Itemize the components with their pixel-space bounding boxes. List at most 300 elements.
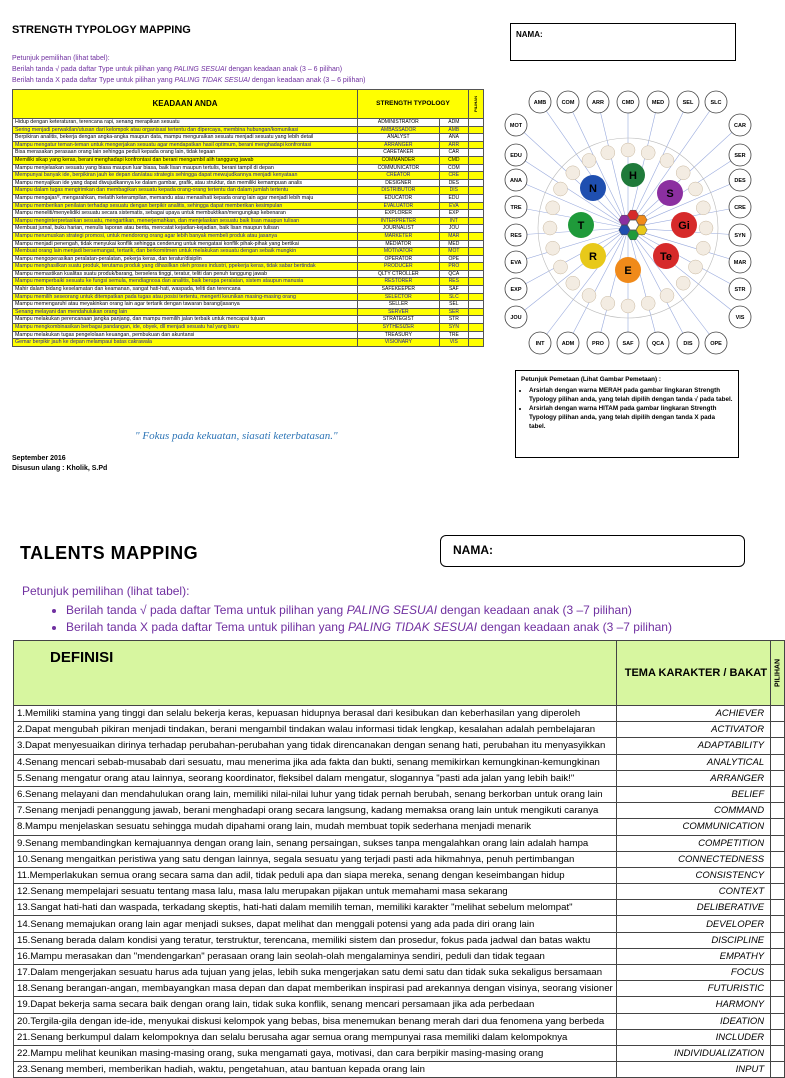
talent-theme: DEVELOPER	[616, 916, 770, 932]
typology-name: ADMINISTRATOR	[358, 119, 440, 127]
talent-row	[14, 1062, 785, 1078]
typology-row	[13, 308, 484, 316]
typology-row	[13, 316, 484, 324]
typology-description: Mampu melakukan perencanaan jangka panjang, dan mampu memilih jalan terbaik untuk mencapai tujuan	[13, 316, 358, 324]
diagram-illustration	[546, 201, 560, 215]
talent-theme: ACTIVATOR	[616, 722, 770, 738]
talent-theme: ACHIEVER	[616, 706, 770, 722]
talent-theme: DELIBERATIVE	[616, 900, 770, 916]
typology-choice-cell[interactable]	[469, 172, 484, 180]
talent-theme: EMPATHY	[616, 948, 770, 964]
typology-description: Senang melayani dan mendahulukan orang lain	[13, 308, 358, 316]
diagram-cluster-letter: S	[666, 188, 674, 200]
talent-row	[14, 916, 785, 932]
talent-definition: 13.Sangat hati-hati dan waspada, terkadang skeptis, hati-hati dalam memilih teman, memiliki karakter "melihat sebelum melompat"	[14, 900, 617, 916]
typology-row	[13, 278, 484, 286]
talent-definition: 14.Senang memajukan orang lain agar menjadi sukses, dapat melihat dan menggali potensi yang ada pada diri orang lain	[14, 916, 617, 932]
talent-theme: ADAPTABILITY	[616, 738, 770, 754]
typology-description: Mampu memperbaiki sesuatu ke fungsi semula, mendiagnosa dan analitis, baik berupa peralatan, sistem ataupun manusia	[13, 278, 358, 286]
talent-choice-cell[interactable]	[771, 722, 785, 738]
typology-choice-cell[interactable]	[469, 126, 484, 134]
column-header-definisi: DEFINISI	[14, 641, 617, 706]
diagram-typology-label: QCA	[651, 341, 665, 347]
nama-label-top: NAMA:	[516, 30, 543, 39]
typology-abbreviation: EVA	[439, 202, 468, 210]
typology-choice-cell[interactable]	[469, 331, 484, 339]
typology-name: QLTY CTROLLER	[358, 270, 440, 278]
talent-choice-cell[interactable]	[771, 965, 785, 981]
typology-name: ARRANGER	[358, 141, 440, 149]
typology-choice-cell[interactable]	[469, 324, 484, 332]
diagram-typology-label: SEL	[682, 100, 694, 106]
diagram-typology-label: EVA	[510, 260, 522, 266]
talents-mapping-table	[13, 640, 785, 1078]
typology-description: Mampu dalam tugas mengirimkan dan membagikan sesuatu kepada orang-orang tertentu dan dalam jumlah tertentu	[13, 187, 358, 195]
typology-abbreviation: MED	[439, 240, 468, 248]
talent-definition: 8.Mampu menjelaskan sesuatu sehingga mudah dipahami orang lain, mudah membuat topik sederhana menjadi menarik	[14, 819, 617, 835]
typology-abbreviation: DIS	[439, 187, 468, 195]
typology-name: CREATOR	[358, 172, 440, 180]
typology-description: Mampu menjadi penengah, tidak menyukai konflik sehingga cenderung untuk mengatasi konflik pihak-pihak yang bertikai	[13, 240, 358, 248]
strength-typology-table	[12, 89, 484, 347]
talent-choice-cell[interactable]	[771, 819, 785, 835]
talent-choice-cell[interactable]	[771, 803, 785, 819]
diagram-cluster-letter: T	[577, 220, 585, 232]
typology-row	[13, 126, 484, 134]
diagram-typology-label: CMD	[621, 100, 635, 106]
diagram-illustration	[696, 201, 710, 215]
typology-row	[13, 339, 484, 347]
talent-definition: 16.Mampu merasakan dan "mendengarkan" perasaan orang lain seolah-olah mengalaminya sendiri, peduli dan tidak tegaan	[14, 948, 617, 964]
bottom-instructions	[22, 583, 762, 636]
top-instructions-heading: Petunjuk pemilihan (lihat tabel):	[12, 55, 110, 62]
talent-definition: 23.Senang memberi, memberikan hadiah, waktu, pengetahuan, atau bantuan kepada orang lain	[14, 1062, 617, 1078]
diagram-connector	[628, 228, 658, 343]
typology-description: Mampu memastikan kualitas suatu produk/barang, berselera tinggi, teratur, teliti dan penuh tanggung jawab	[13, 270, 358, 278]
talent-choice-cell[interactable]	[771, 916, 785, 932]
typology-name: MARKETER	[358, 232, 440, 240]
talent-theme: COMMUNICATION	[616, 819, 770, 835]
typology-row	[13, 248, 484, 256]
talent-theme: ANALYTICAL	[616, 754, 770, 770]
talent-definition: 17.Dalam mengerjakan sesuatu harus ada tujuan yang jelas, lebih suka mengerjakan satu demi satu dan tidak suka sekaligus bersamaan	[14, 965, 617, 981]
diagram-typology-label: AMB	[533, 100, 547, 106]
talent-choice-cell[interactable]	[771, 948, 785, 964]
typology-name: SELLER	[358, 301, 440, 309]
mapping-instruction-black: • Arsirlah dengan warna HITAM pada gambar lingkaran Strength Typology pilihan anda, yang telah dipilih dengan tanda X pada tabel.	[529, 404, 733, 431]
typology-name: SAFEKEEPER	[358, 286, 440, 294]
talent-theme: IDEATION	[616, 1013, 770, 1029]
document-author: Disusun ulang : Kholik, S.Pd	[12, 465, 108, 472]
diagram-typology-label: COM	[561, 100, 575, 106]
typology-choice-cell[interactable]	[469, 202, 484, 210]
diagram-cluster-letter: R	[589, 251, 597, 263]
talent-row	[14, 722, 785, 738]
talent-choice-cell[interactable]	[771, 706, 785, 722]
typology-abbreviation: OPE	[439, 255, 468, 263]
typology-choice-cell[interactable]	[469, 119, 484, 127]
talent-definition: 1.Memiliki stamina yang tinggi dan selalu bekerja keras, kepuasan hidupnya berasal dari kesibukan dan keberhasilan yang diperoleh	[14, 706, 617, 722]
talent-row	[14, 819, 785, 835]
talent-row	[14, 965, 785, 981]
strength-typology-diagram	[500, 88, 756, 363]
talent-definition: 21.Senang berkumpul dalam kelompoknya dan selalu berusaha agar semua orang mempunyai rasa memiliki dalam kelompoknya	[14, 1029, 617, 1045]
diagram-illustration	[601, 296, 615, 310]
diagram-illustration	[689, 260, 703, 274]
diagram-center-hexagon	[628, 210, 639, 220]
typology-row	[13, 293, 484, 301]
talent-choice-cell[interactable]	[771, 884, 785, 900]
talents-mapping-title: TALENTS MAPPING	[20, 543, 199, 563]
diagram-typology-label: ADM	[561, 341, 575, 347]
diagram-connector	[568, 102, 628, 228]
diagram-typology-label: EXP	[510, 287, 522, 293]
typology-choice-cell[interactable]	[469, 316, 484, 324]
talent-row	[14, 981, 785, 997]
talent-row	[14, 1029, 785, 1045]
column-header-pilihan-bottom: PILIHAN	[771, 641, 785, 706]
talent-choice-cell[interactable]	[771, 738, 785, 754]
diagram-illustration	[660, 154, 674, 168]
diagram-illustration	[582, 289, 596, 303]
talent-row	[14, 884, 785, 900]
talents-table-container	[13, 640, 782, 1076]
typology-choice-cell[interactable]	[469, 187, 484, 195]
typology-row	[13, 156, 484, 164]
typology-row	[13, 149, 484, 157]
typology-name: TREASURY	[358, 331, 440, 339]
talent-choice-cell[interactable]	[771, 1045, 785, 1061]
typology-description: Mampu memilih seseorang untuk ditempatkan pada tugas atau posisi tertentu, mengerti keunikan masing-masing orang	[13, 293, 358, 301]
diagram-typology-label: TRE	[510, 205, 522, 211]
typology-choice-cell[interactable]	[469, 293, 484, 301]
typology-choice-cell[interactable]	[469, 232, 484, 240]
typology-name: DISTRIBUTOR	[358, 187, 440, 195]
typology-choice-cell[interactable]	[469, 164, 484, 172]
diagram-typology-label: STR	[734, 287, 746, 293]
diagram-illustration	[621, 143, 635, 157]
nama-label-bottom: NAMA:	[453, 543, 493, 557]
talent-definition: 11.Memperlakukan semua orang secara sama dan adil, tidak peduli apa dan siapa mereka, senang dengan keseimbangan hidup	[14, 867, 617, 883]
typology-choice-cell[interactable]	[469, 210, 484, 218]
top-instructions-line1: Berilah tanda √ pada daftar Type untuk pilihan yang PALING SESUAI dengan keadaan anak (3 – 6 pilihan)	[12, 66, 343, 73]
typology-abbreviation: ANA	[439, 134, 468, 142]
typology-description: Membuat orang lain menjadi bersemangat, tertarik, dan berkomitmen untuk melakukan sesuatu dengan sebaik mungkin	[13, 248, 358, 256]
typology-description: Gemar berpikir jauh ke depan melampaui batas cakrawala	[13, 339, 358, 347]
talent-choice-cell[interactable]	[771, 1029, 785, 1045]
talent-row	[14, 835, 785, 851]
typology-choice-cell[interactable]	[469, 278, 484, 286]
talent-row	[14, 867, 785, 883]
diagram-typology-label: RES	[510, 233, 522, 239]
typology-abbreviation: RES	[439, 278, 468, 286]
talent-theme: DISCIPLINE	[616, 932, 770, 948]
talent-row	[14, 932, 785, 948]
diagram-illustration	[554, 182, 568, 196]
typology-description: Mampu menghasilkan suatu produk, terutama produk yang dihasilkan oleh proses industri, ppekerja keras, tidak sabar bertindak	[13, 263, 358, 271]
strength-typology-title: STRENGTH TYPOLOGY MAPPING	[12, 24, 191, 36]
talent-choice-cell[interactable]	[771, 1013, 785, 1029]
typology-row	[13, 164, 484, 172]
typology-row	[13, 270, 484, 278]
talent-definition: 6.Senang melayani dan mendahulukan orang lain, memiliki nilai-nilai luhur yang tidak pernah berubah, senang berkorban untuk orang lain	[14, 786, 617, 802]
talent-theme: FUTURISTIC	[616, 981, 770, 997]
typology-name: ANALYST	[358, 134, 440, 142]
diagram-typology-label: JOU	[510, 315, 522, 321]
typology-row	[13, 263, 484, 271]
typology-description: Membuat jurnal, buku harian, menulis laporan atau berita, mencatat kejadian-kejadian, baik lisan maupun tulisan	[13, 225, 358, 233]
typology-description: Mampu mengajar/², mengarahkan, melatih keterampilan, memandu atau menasihati kepada orang lain agar menjadi lebih maju	[13, 194, 358, 202]
typology-name: RESTORER	[358, 278, 440, 286]
talent-definition: 3.Dapat menyesuaikan dirinya terhadap perubahan-perubahan yang tidak direncanakan dengan senang hati, perubahan itu menyasyikkan	[14, 738, 617, 754]
talent-choice-cell[interactable]	[771, 900, 785, 916]
typology-row	[13, 141, 484, 149]
diagram-illustration	[621, 299, 635, 313]
nama-field-top[interactable]	[510, 23, 736, 61]
typology-choice-cell[interactable]	[469, 255, 484, 263]
typology-name: EDUCATOR	[358, 194, 440, 202]
diagram-illustration	[554, 260, 568, 274]
diagram-illustration	[676, 276, 690, 290]
talent-theme: ARRANGER	[616, 770, 770, 786]
typology-row	[13, 187, 484, 195]
typology-description: Mampu mengkombinasikan berbagai pandangan, ide, obyek, dll menjadi sesuatu hal yang baru	[13, 324, 358, 332]
column-header-typology: STRENGTH TYPOLOGY	[358, 90, 469, 119]
diagram-cluster-letter: E	[624, 265, 632, 277]
typology-abbreviation: SER	[439, 308, 468, 316]
typology-choice-cell[interactable]	[469, 301, 484, 309]
diagram-typology-label: MED	[651, 100, 665, 106]
typology-row	[13, 255, 484, 263]
diagram-illustration	[689, 182, 703, 196]
typology-choice-cell[interactable]	[469, 141, 484, 149]
typology-row	[13, 194, 484, 202]
diagram-typology-label: DIS	[683, 341, 693, 347]
typology-choice-cell[interactable]	[469, 286, 484, 294]
talent-theme: COMPETITION	[616, 835, 770, 851]
typology-abbreviation: JOU	[439, 225, 468, 233]
talent-choice-cell[interactable]	[771, 835, 785, 851]
diagram-cluster-letter: Gi	[678, 220, 690, 232]
diagram-illustration	[582, 154, 596, 168]
column-header-pilihan: PILIHAN	[469, 90, 484, 119]
talent-theme: INDIVIDUALIZATION	[616, 1045, 770, 1061]
typology-row	[13, 286, 484, 294]
talent-definition: 5.Senang mengatur orang atau lainnya, seorang koordinator, fleksibel dalam mengatur, slogannya "pasti ada jalan yang lebih baik!"	[14, 770, 617, 786]
typology-description: Mampu melakukan tugas pengelolaan keuangan, pembukuan dan akuntansi	[13, 331, 358, 339]
typology-abbreviation: SEL	[439, 301, 468, 309]
typology-row	[13, 202, 484, 210]
talent-choice-cell[interactable]	[771, 754, 785, 770]
talent-choice-cell[interactable]	[771, 932, 785, 948]
talent-choice-cell[interactable]	[771, 851, 785, 867]
diagram-typology-label: ARR	[592, 100, 604, 106]
typology-name: OPERATOR	[358, 255, 440, 263]
talent-theme: INPUT	[616, 1062, 770, 1078]
diagram-connector	[598, 102, 628, 228]
talent-row	[14, 770, 785, 786]
talent-theme: FOCUS	[616, 965, 770, 981]
typology-choice-cell[interactable]	[469, 270, 484, 278]
typology-description: Mampu memengaruhi atau meyakinkan orang lain agar tertarik dengan tawaran barang/jasanya	[13, 301, 358, 309]
typology-description: Mahir dalam bidang keselamatan dan keamanan, sangat hati-hati, waspada, teliti dan terencana	[13, 286, 358, 294]
typology-abbreviation: VIS	[439, 339, 468, 347]
typology-description: Sering menjadi perwakilan/utusan dari kelompok atau organisasi tertentu dan dipercaya, membina hubungan/komunikasi	[13, 126, 358, 134]
typology-row	[13, 210, 484, 218]
diagram-illustration	[641, 146, 655, 160]
typology-abbreviation: MAR	[439, 232, 468, 240]
typology-name: MEDIATOR	[358, 240, 440, 248]
typology-row	[13, 225, 484, 233]
talent-row	[14, 1045, 785, 1061]
typology-name: SYTHESIZER	[358, 324, 440, 332]
talent-theme: BELIEF	[616, 786, 770, 802]
typology-choice-cell[interactable]	[469, 134, 484, 142]
talent-row	[14, 851, 785, 867]
talent-theme: COMMAND	[616, 803, 770, 819]
diagram-typology-label: SER	[734, 153, 746, 159]
talent-row	[14, 900, 785, 916]
typology-abbreviation: ARR	[439, 141, 468, 149]
talent-definition: 7.Senang menjadi penanggung jawab, berani menghadapi orang secara langsung, kadang memaksa orang lain untuk mengikuti caranya	[14, 803, 617, 819]
typology-choice-cell[interactable]	[469, 156, 484, 164]
typology-name: STRATEGIST	[358, 316, 440, 324]
diagram-typology-label: ANA	[510, 178, 522, 184]
diagram-typology-label: DES	[734, 178, 746, 184]
typology-choice-cell[interactable]	[469, 263, 484, 271]
typology-abbreviation: COM	[439, 164, 468, 172]
typology-row	[13, 172, 484, 180]
typology-abbreviation: CMD	[439, 156, 468, 164]
typology-row	[13, 324, 484, 332]
diagram-typology-label: SYN	[734, 233, 746, 239]
bottom-instructions-line2: • Berilah tanda X pada daftar Tema untuk pilihan yang PALING TIDAK SESUAI dengan keadaan anak (3 –7 pilihan)	[66, 619, 762, 636]
typology-row	[13, 240, 484, 248]
talent-row	[14, 997, 785, 1013]
typology-row	[13, 232, 484, 240]
typology-row	[13, 134, 484, 142]
diagram-cluster-letter: Te	[659, 251, 673, 263]
talent-theme: INCLUDER	[616, 1029, 770, 1045]
top-instructions-line2: Berilah tanda X pada daftar Type untuk pilihan yang PALING TIDAK SESUAI dengan keadaan anak (3 – 6 pilihan)	[12, 77, 366, 84]
typology-description: Mampu mengatur teman-teman untuk mengerjakan sesuatu agar mendapatkan hasil optimum, berani menghadapi konfrontasi	[13, 141, 358, 149]
talent-definition: 19.Dapat bekerja sama secara baik dengan orang lain, tidak suka konflik, senang mencari persamaan jika ada perbedaan	[14, 997, 617, 1013]
diagram-typology-label: OPE	[710, 341, 722, 347]
typology-name: COMMUNICATOR	[358, 164, 440, 172]
diagram-typology-label: SLC	[710, 100, 722, 106]
talent-definition: 4.Senang mencari sebab-musabab dari sesuatu, mau menerima jika ada fakta dan bukti, senang memikirkan kemungkinan-kemungkinan	[14, 754, 617, 770]
diagram-illustration	[699, 221, 713, 235]
bottom-instructions-line1: • Berilah tanda √ pada daftar Tema untuk pilihan yang PALING SESUAI dengan keadaan anak (3 –7 pilihan)	[66, 602, 762, 619]
diagram-connector	[598, 228, 628, 343]
typology-abbreviation: SLC	[439, 293, 468, 301]
typology-abbreviation: SYN	[439, 324, 468, 332]
typology-description: Mampu meneliti/menyelidiki sesuatu secara sistematis, sebagai upaya untuk membuktikan/mengungkap kebenaran	[13, 210, 358, 218]
typology-abbreviation: EXP	[439, 210, 468, 218]
typology-description: Mampu menyajikan ide yang dapat diwujudkannya ke dalam gambar, grafik, atau struktur, dan memiliki kemampuan analis	[13, 179, 358, 187]
typology-abbreviation: DES	[439, 179, 468, 187]
typology-description: Berpikiran analitis, bekerja dengan angka-angka maupun data, mampu menguraikan sesuatu menjadi sesuatu yang lebih detail	[13, 134, 358, 142]
typology-choice-cell[interactable]	[469, 240, 484, 248]
typology-choice-cell[interactable]	[469, 149, 484, 157]
diagram-typology-label: VIS	[735, 315, 745, 321]
talent-definition: 22.Mampu melihat keunikan masing-masing orang, suka mengamati gaya, motivasi, dan cara berpikir masing-masing orang	[14, 1045, 617, 1061]
talent-choice-cell[interactable]	[771, 1062, 785, 1078]
talent-choice-cell[interactable]	[771, 786, 785, 802]
typology-abbreviation: MOT	[439, 248, 468, 256]
talent-row	[14, 754, 785, 770]
talent-choice-cell[interactable]	[771, 770, 785, 786]
talent-row	[14, 706, 785, 722]
mapping-instructions-heading: Petunjuk Pemetaan (Lihat Gambar Pemetaan) :	[521, 376, 661, 383]
nama-field-bottom[interactable]	[440, 535, 745, 567]
typology-choice-cell[interactable]	[469, 225, 484, 233]
mapping-instructions-box	[515, 370, 739, 458]
typology-description: Mampu merumuskan strategi promosi, untuk mendorong orang agar lebih banyak membeli produk atau jasanya	[13, 232, 358, 240]
diagram-typology-label: SAF	[622, 341, 634, 347]
typology-description: Hidup dengan keteraturan, terencana rapi, senang merapikan sesuatu	[13, 119, 358, 127]
typology-description: Mempunyai banyak ide, berpikiran jauh ke depan dan/atau strategis sehingga dapat mewujudkannya menjadi kenyataan	[13, 172, 358, 180]
talent-definition: 12.Senang mempelajari sesuatu tentang masa lalu, masa lalu merupakan pijakan untuk memahami masa sekarang	[14, 884, 617, 900]
typology-name: CARETAKER	[358, 149, 440, 157]
typology-abbreviation: ADM	[439, 119, 468, 127]
mapping-instruction-red: • Arsirlah dengan warna MERAH pada gambar lingkaran Strength Typology pilihan anda, yang telah dipilih dengan tanda √ pada tabel.	[529, 386, 733, 404]
typology-choice-cell[interactable]	[469, 248, 484, 256]
talent-choice-cell[interactable]	[771, 981, 785, 997]
talent-row	[14, 786, 785, 802]
typology-abbreviation: CRE	[439, 172, 468, 180]
typology-choice-cell[interactable]	[469, 308, 484, 316]
typology-name: PRODUCER	[358, 263, 440, 271]
talent-row	[14, 803, 785, 819]
typology-name: INTERPRETER	[358, 217, 440, 225]
typology-name: VISIONARY	[358, 339, 440, 347]
typology-row	[13, 217, 484, 225]
typology-choice-cell[interactable]	[469, 339, 484, 347]
typology-description: Mampu mengoperasikan peralatan-peralatan, pekerja keras, dan teratur/disiplin	[13, 255, 358, 263]
motto-quote: " Fokus pada kekuatan, siasati keterbatasan."	[135, 430, 338, 442]
typology-name: SERVER	[358, 308, 440, 316]
talent-definition: 2.Dapat mengubah pikiran menjadi tindakan, berani mengambil tindakan walau informasi tidak lengkap, kesalahan adalah pembelajaran	[14, 722, 617, 738]
typology-description: Bisa merasakan perasaan orang lain sehingga peduli kepada orang lain, tidak tegaan	[13, 149, 358, 157]
talent-choice-cell[interactable]	[771, 997, 785, 1013]
typology-abbreviation: AMB	[439, 126, 468, 134]
diagram-typology-label: MOT	[509, 123, 523, 129]
talent-theme: HARMONY	[616, 997, 770, 1013]
talent-definition: 9.Senang membandingkan kemajuannya dengan orang lain, senang persaingan, sukses tanpa mengalahkan orang lain adalah hampa	[14, 835, 617, 851]
typology-description: Mampu menginterpretasikan sesuatu, mengartikan, menerjemahkan, dan menjelaskan sesuatu baik lisan maupun tulisan	[13, 217, 358, 225]
typology-name: DESIGNER	[358, 179, 440, 187]
talent-choice-cell[interactable]	[771, 867, 785, 883]
typology-abbreviation: INT	[439, 217, 468, 225]
typology-row	[13, 331, 484, 339]
diagram-typology-label: CRE	[734, 205, 746, 211]
typology-choice-cell[interactable]	[469, 194, 484, 202]
diagram-typology-label: MAR	[733, 260, 747, 266]
typology-abbreviation: STR	[439, 316, 468, 324]
diagram-illustration	[641, 296, 655, 310]
typology-abbreviation: EDU	[439, 194, 468, 202]
typology-description: Memiliki sikap yang keras, berani menghadapi konfrontasi dan berani mengambil alih tanggung jawab	[13, 156, 358, 164]
diagram-illustration	[660, 289, 674, 303]
typology-abbreviation: PRO	[439, 263, 468, 271]
typology-choice-cell[interactable]	[469, 179, 484, 187]
typology-choice-cell[interactable]	[469, 217, 484, 225]
typology-name: COMMANDER	[358, 156, 440, 164]
talent-theme: CONSISTENCY	[616, 867, 770, 883]
diagram-typology-label: EDU	[510, 153, 522, 159]
diagram-illustration	[566, 166, 580, 180]
